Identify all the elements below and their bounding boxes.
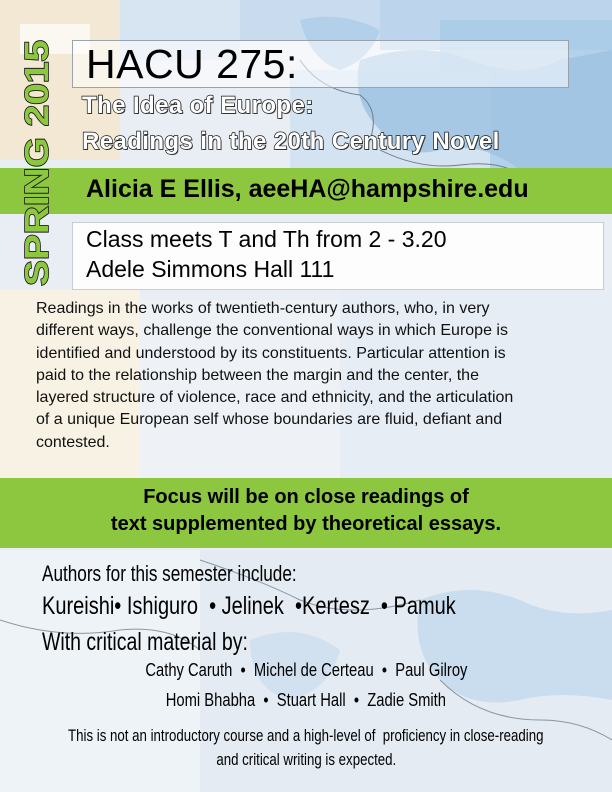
- description-line: layered structure of violence, race and ethnicity, and the articulation: [36, 389, 514, 407]
- semester-label: [16, 38, 56, 288]
- focus-line1: Focus will be on close readings of: [143, 486, 469, 508]
- prerequisite-note-line1: [0, 724, 612, 748]
- course-description: [36, 298, 588, 454]
- prerequisite-note-text: This is not an introductory course and a high-level of proficiency in close-reading: [68, 726, 544, 745]
- critical-authors-text: Homi Bhabha • Stuart Hall • Zadie Smith: [165, 690, 447, 710]
- critical-authors-text: Cathy Caruth • Michel de Certeau • Paul Gilroy: [144, 660, 468, 680]
- description-line: Readings in the works of twentieth-century authors, who, in very: [36, 300, 490, 317]
- description-line: contested.: [36, 433, 110, 451]
- semester-text: SPRING 2015: [18, 76, 55, 286]
- instructor-contact: Alicia E Ellis, aeeHA@hampshire.edu: [86, 175, 529, 203]
- focus-line2: text supplemented by theoretical essays.: [110, 513, 502, 535]
- description-line: identified and understood by its constituents. Particular attention is: [36, 344, 506, 362]
- course-code: HACU 275:: [86, 41, 298, 87]
- prerequisite-note-text: and critical writing is expected.: [216, 750, 396, 769]
- description-line: different ways, challenge the conventional ways in which Europe is: [36, 322, 508, 340]
- authors-list: Kureishi• Ishiguro • Jelinek •Kertesz • Pamuk: [42, 592, 456, 620]
- authors-heading: Authors for this semester include:: [42, 561, 297, 586]
- description-line: of a unique European self whose boundaries are fluid, defiant and: [36, 411, 503, 429]
- prerequisite-note-line2: [0, 748, 612, 772]
- schedule-time: Class meets T and Th from 2 - 3.20: [86, 226, 447, 252]
- course-subtitle-line2: Readings in the 20th Century Novel: [82, 128, 500, 155]
- schedule-location: Adele Simmons Hall 111: [86, 256, 335, 282]
- description-line: paid to the relationship between the margin and the center, the: [36, 366, 479, 384]
- course-subtitle-line1: The Idea of Europe:: [82, 92, 314, 119]
- critical-authors-row1: [0, 660, 612, 681]
- critical-authors-row2: [0, 690, 612, 711]
- critical-heading: With critical material by:: [42, 628, 248, 656]
